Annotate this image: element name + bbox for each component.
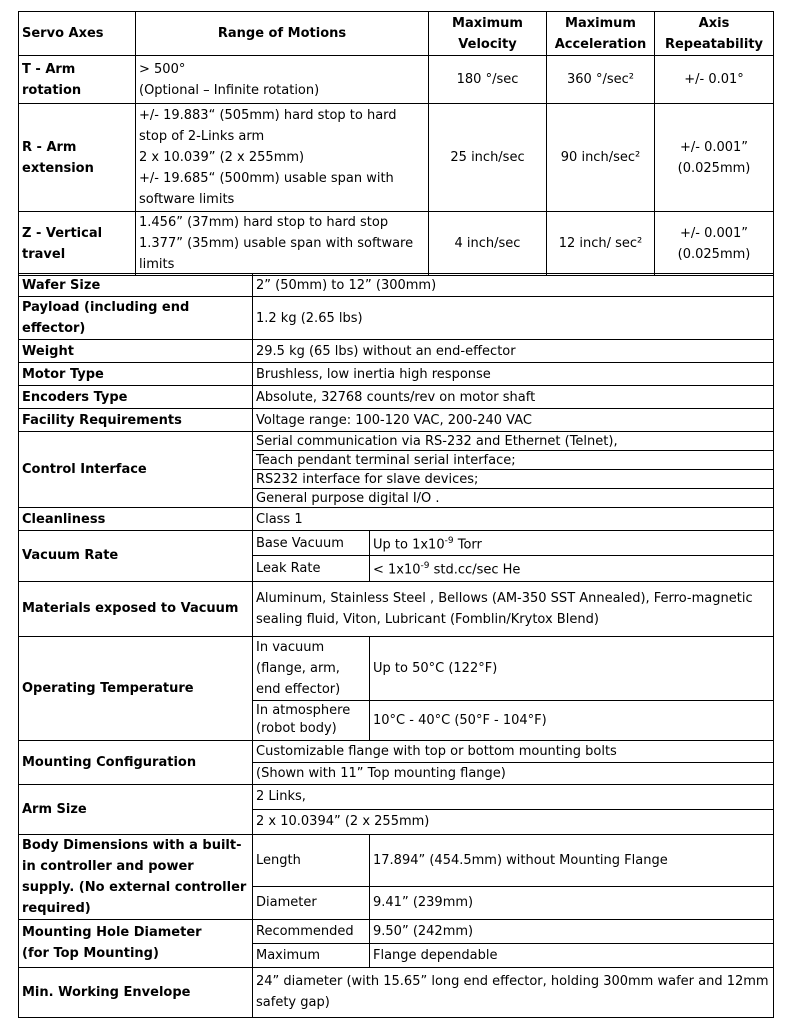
spec-label [19, 919, 253, 967]
spec-sublabel: Diameter [253, 886, 370, 919]
axis-r-range-line: +/- 19.685“ (500mm) usable span with software limits [139, 171, 394, 207]
base-vacuum-exponent: -9 [444, 536, 454, 546]
axis-z-repeatability-line: (0.025mm) [677, 246, 751, 262]
spec-sublabel [253, 700, 370, 740]
spec-label: Arm Size [19, 784, 253, 834]
axis-z-range [136, 212, 429, 276]
specifications-table [18, 273, 774, 1018]
spec-value: Teach pendant terminal serial interface; [253, 451, 774, 470]
spec-value: Brushless, low inertia high response [253, 363, 774, 386]
spec-value: 29.5 kg (65 lbs) without an end-effector [253, 340, 774, 363]
spec-label: Wafer Size [19, 274, 253, 297]
spec-value: Voltage range: 100-120 VAC, 200-240 VAC [253, 409, 774, 432]
spec-label: Cleanliness [19, 508, 253, 531]
spec-value: 9.50” (242mm) [370, 919, 774, 943]
spec-value: 9.41” (239mm) [370, 886, 774, 919]
spec-label: Motor Type [19, 363, 253, 386]
spec-label: Body Dimensions with a built-in controller and power supply. (No external controller required) [19, 834, 253, 919]
spec-sublabel: Base Vacuum [253, 531, 370, 556]
spec-value [370, 556, 774, 581]
base-vacuum-unit: Torr [453, 537, 482, 553]
spec-label: Mounting Configuration [19, 740, 253, 784]
spec-label: Operating Temperature [19, 636, 253, 740]
axis-r-range-line: +/- 19.883“ (505mm) hard stop to hard stop of 2-Links arm [139, 108, 397, 144]
spec-value: (Shown with 11” Top mounting flange) [253, 762, 774, 784]
spec-label: Control Interface [19, 432, 253, 508]
spec-value: Up to 50°C (122°F) [370, 636, 774, 700]
axis-t-repeatability [655, 56, 774, 104]
spec-sublabel: Leak Rate [253, 556, 370, 581]
header-max-velocity: Maximum Velocity [429, 12, 547, 56]
axis-z-range-line: 1.377” (35mm) usable span with software limits [139, 236, 414, 272]
spec-value: 1.2 kg (2.65 lbs) [253, 297, 774, 340]
spec-value: RS232 interface for slave devices; [253, 470, 774, 489]
spec-value: 2” (50mm) to 12” (300mm) [253, 274, 774, 297]
spec-label: Facility Requirements [19, 409, 253, 432]
axis-z-velocity: 4 inch/sec [429, 212, 547, 276]
spec-label: Min. Working Envelope [19, 967, 253, 1017]
header-axis-repeatability: Axis Repeatability [655, 12, 774, 56]
spec-value: Aluminum, Stainless Steel , Bellows (AM-350 SST Annealed), Ferro-magnetic sealing fluid, Viton, Lubricant (Fomblin/Krytox Blend) [253, 581, 774, 636]
spec-value: 2 Links, [253, 784, 774, 809]
axis-z-repeatability [655, 212, 774, 276]
spec-value: Class 1 [253, 508, 774, 531]
axis-z-acceleration: 12 inch/ sec² [547, 212, 655, 276]
leak-rate-exponent: -9 [420, 561, 430, 572]
leak-rate-value: < 1x10 [373, 562, 421, 578]
spec-label: Encoders Type [19, 386, 253, 409]
spec-value: 24” diameter (with 15.65” long end effector, holding 300mm wafer and 12mm safety gap) [253, 967, 774, 1017]
axis-r-range-line: 2 x 10.039” (2 x 255mm) [139, 150, 305, 165]
leak-rate-unit: std.cc/sec He [429, 562, 521, 578]
spec-sublabel [253, 636, 370, 700]
axis-r-repeatability-line: (0.025mm) [677, 160, 751, 176]
axis-r-label-text: R - Arm extension [22, 139, 94, 176]
in-vacuum-label: In vacuum (flange, arm, end effector) [256, 639, 341, 697]
axis-r-velocity: 25 inch/sec [429, 104, 547, 212]
axis-z-repeatability-line: +/- 0.001” [679, 225, 749, 241]
axis-r-label [19, 104, 136, 212]
axis-r-range [136, 104, 429, 212]
axis-t-label: T - Arm rotation [19, 56, 136, 104]
axis-t-repeatability-line: +/- 0.01° [684, 72, 744, 87]
in-atmosphere-label: In atmosphere (robot body) [256, 703, 351, 737]
spec-value: Customizable flange with top or bottom mounting bolts [253, 740, 774, 762]
axis-r-acceleration: 90 inch/sec² [547, 104, 655, 212]
base-vacuum-value: Up to 1x10 [373, 537, 445, 553]
spec-value: 17.894” (454.5mm) without Mounting Flange [370, 834, 774, 886]
spec-value: Serial communication via RS-232 and Ethernet (Telnet), [253, 432, 774, 451]
spec-value: Flange dependable [370, 943, 774, 967]
mounting-hole-label-line: Mounting Hole Diameter [22, 925, 202, 941]
servo-axes-table [18, 11, 774, 276]
spec-label: Payload (including end effector) [19, 297, 253, 340]
spec-value: 2 x 10.0394” (2 x 255mm) [253, 809, 774, 834]
spec-value: 10°C - 40°C (50°F - 104°F) [370, 700, 774, 740]
spec-value: General purpose digital I/O . [253, 489, 774, 508]
axis-r-repeatability [655, 104, 774, 212]
axis-z-label [19, 212, 136, 276]
axis-r-repeatability-line: +/- 0.001” [679, 139, 749, 155]
spec-label: Weight [19, 340, 253, 363]
axis-t-range-line: > 500° [139, 61, 186, 77]
spec-label: Vacuum Rate [19, 531, 253, 582]
header-servo-axes: Servo Axes [19, 12, 136, 56]
axis-t-range-line: (Optional – Infinite rotation) [139, 82, 320, 98]
spec-sublabel: Recommended [253, 919, 370, 943]
header-max-acceleration: Maximum Acceleration [547, 12, 655, 56]
spec-value: Absolute, 32768 counts/rev on motor shaft [253, 386, 774, 409]
spec-sublabel: Maximum [253, 943, 370, 967]
mounting-hole-label-line: (for Top Mounting) [22, 946, 159, 962]
axis-t-range [136, 56, 429, 104]
header-range-of-motions: Range of Motions [136, 12, 429, 56]
spec-label: Materials exposed to Vacuum [19, 581, 253, 636]
axis-z-label-text: Z - Vertical travel [22, 225, 103, 262]
axis-z-range-line: 1.456” (37mm) hard stop to hard stop [139, 215, 389, 230]
spec-sublabel: Length [253, 834, 370, 886]
axis-t-velocity: 180 °/sec [429, 56, 547, 104]
axis-t-acceleration: 360 °/sec² [547, 56, 655, 104]
spec-value [370, 531, 774, 556]
